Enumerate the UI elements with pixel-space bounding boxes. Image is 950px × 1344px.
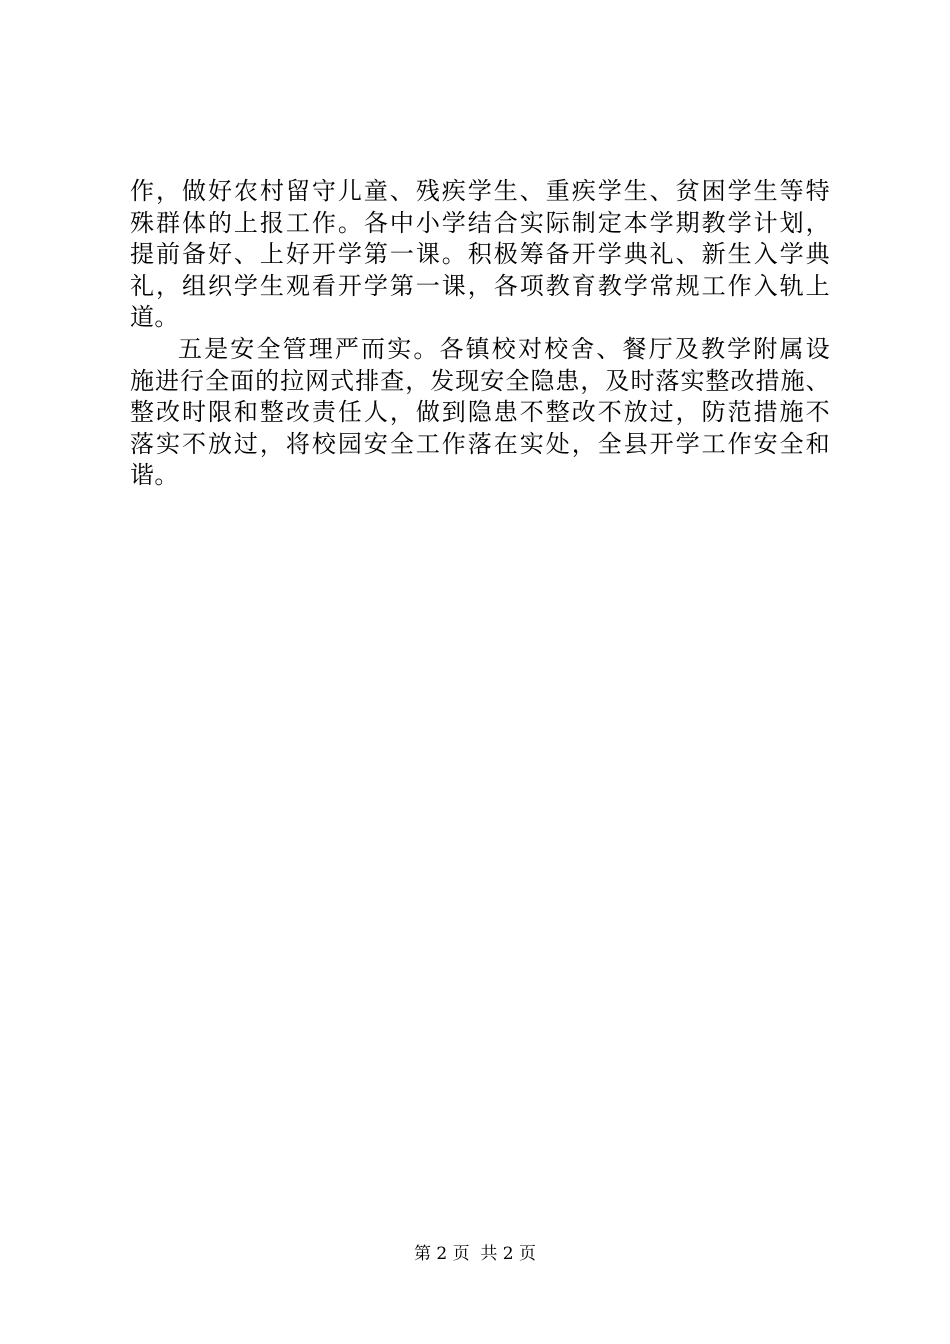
- paragraph-line: 道。: [130, 303, 179, 332]
- paragraph-line: 落实不放过，将校园安全工作落在实处，全县开学工作安全和: [130, 429, 830, 458]
- page-footer: 第 2 页 共 2 页: [413, 1244, 537, 1264]
- paragraph-line: 整改时限和整改责任人，做到隐患不整改不放过，防范措施不: [130, 398, 830, 427]
- paragraph-line: 礼，组织学生观看开学第一课，各项教育教学常规工作入轨上: [130, 271, 830, 300]
- paragraph-2: [130, 334, 830, 492]
- paragraph-line: 殊群体的上报工作。各中小学结合实际制定本学期教学计划，: [130, 208, 830, 237]
- paragraph-line: 五是安全管理严而实。各镇校对校舍、餐厅及教学附属设: [178, 334, 830, 363]
- body-text: [130, 176, 830, 492]
- paragraph-line: 施进行全面的拉网式排查，发现安全隐患，及时落实整改措施、: [130, 366, 830, 395]
- paragraph-line: 谐。: [130, 461, 179, 490]
- paragraph-line: 提前备好、上好开学第一课。积极筹备开学典礼、新生入学典: [130, 240, 830, 269]
- paragraph-line: 作，做好农村留守儿童、残疾学生、重疾学生、贫困学生等特: [130, 177, 830, 205]
- paragraph-1: [130, 176, 830, 334]
